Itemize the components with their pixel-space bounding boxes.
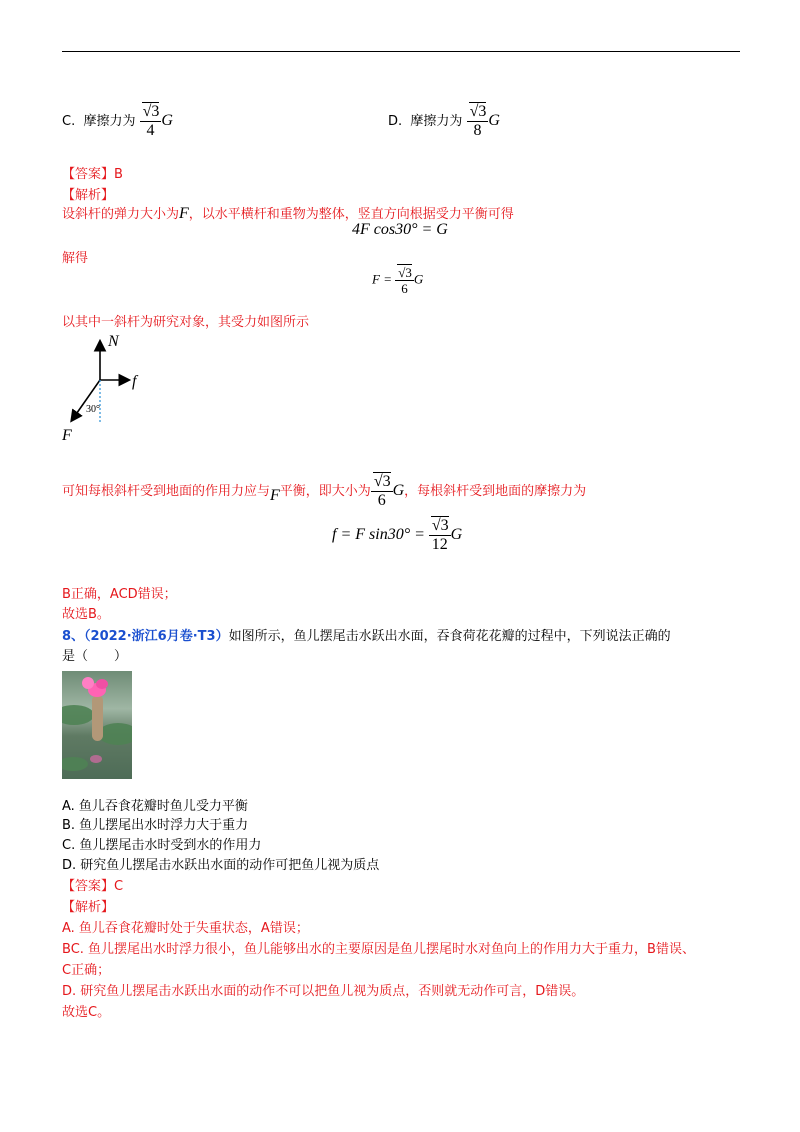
label-N: N [108,333,119,350]
q7-line2: 以其中一斜杆为研究对象，其受力如图所示 [62,315,310,330]
q8-exp-a: A. 鱼儿吞食花瓣时处于失重状态，A错误； [62,921,309,936]
q7-choose: 故选B。 [62,607,110,622]
q8-option-b: B. 鱼儿摆尾出水时浮力大于重力 [62,818,249,833]
q7-eq2: F = $\frac{√3}{6}$ G [372,265,424,296]
q7-conclusion: B正确，ACD错误； [62,587,177,602]
q8-answer: 【答案】C [62,879,124,894]
label-angle: 30° [86,404,100,415]
fish-lotus-photo [62,671,132,779]
header-rule [62,51,740,52]
fish-figure [92,695,103,741]
q8-exp-bc: BC. 鱼儿摆尾出水时浮力很小，鱼儿能够出水的主要原因是鱼儿摆尾时水对鱼向上的作用力大于重力，B错误、 [62,942,695,957]
option-d: D. 摩擦力为 $\frac{√3}{8}$ G [388,103,500,139]
label-f: f [132,373,137,390]
q7-line1: 设斜杆的弹力大小为F，以水平横杆和重物为整体，竖直方向根据受力平衡可得 [62,205,514,222]
q8-option-d: D. 研究鱼儿摆尾击水跃出水面的动作可把鱼儿视为质点 [62,858,380,873]
q8-exp-d: D. 研究鱼儿摆尾击水跃出水面的动作不可以把鱼儿视为质点，否则就无动作可言，D错误。 [62,984,585,999]
label-F: F [62,427,72,444]
force-diagram [58,330,168,445]
q7-analysis-label: 【解析】 [62,188,115,203]
q8-option-c: C. 鱼儿摆尾击水时受到水的作用力 [62,838,262,853]
q8-choose: 故选C。 [62,1005,111,1020]
q8-exp-bc-cont: C正确； [62,963,111,978]
q7-solve: 解得 [62,251,89,266]
q7-eq1: 4F cos30° = G [352,221,448,238]
q7-eq3: f = F sin30° = $\frac{√3}{12}$ G [332,517,463,553]
q8-analysis-label: 【解析】 [62,900,115,915]
q8-stem: 8、（2022·浙江6月卷·T3）如图所示，鱼儿摆尾击水跃出水面，吞食荷花花瓣的过程中，下列说法正确的 [62,629,671,644]
option-c: C. 摩擦力为 $\frac{√3}{4}$ G [62,103,173,139]
q7-answer: 【答案】B [62,167,123,182]
q8-stem-cont: 是（ ） [62,649,128,664]
q8-option-a: A. 鱼儿吞食花瓣时鱼儿受力平衡 [62,799,248,814]
q7-line3: 可知每根斜杆受到地面的作用力应与F平衡，即大小为 $\frac{√3}{6}$ G，每根斜杆受到地面的摩擦力为 [62,473,587,509]
